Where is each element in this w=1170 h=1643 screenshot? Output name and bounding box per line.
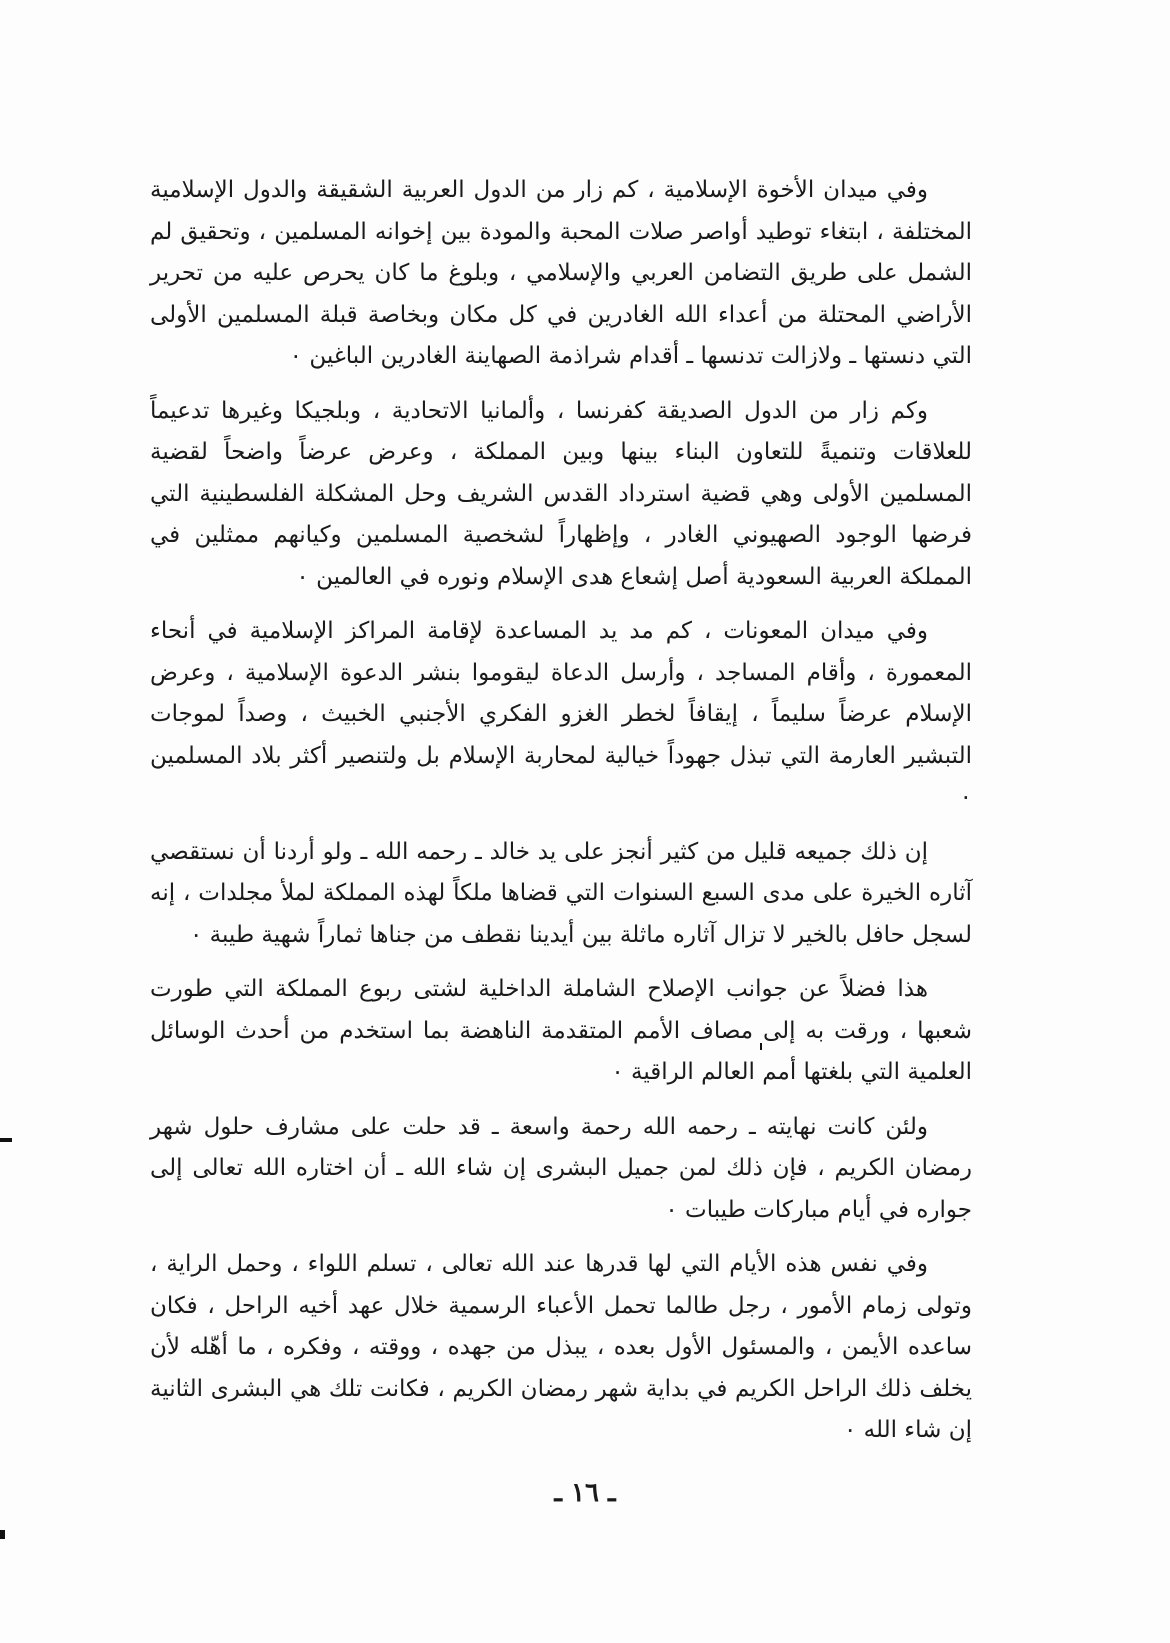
paragraph-friendly-countries: وكم زار من الدول الصديقة كفرنسا ، وألمانيا الاتحادية ، وبلجيكا وغيرها تدعيماً للعلاقات وتنميةً للتعاون البناء بينها وبين المملكة ، وعرض عرضاً واضحاً لقضية المسلمين الأولى وهي قضية استرداد القدس الشريف وحل المشكلة الفلسطينية التي فرضها الوجود الصهيوني الغادر ، وإظهاراً لشخصية المسلمين وكيانهم ممثلين في المملكة العربية السعودية أصل إشعاع هدى الإسلام ونوره في العالمين ٠ [150,397,972,590]
scan-speck [760,1043,762,1050]
paragraph-islamic-brotherhood: وفي ميدان الأخوة الإسلامية ، كم زار من الدول العربية الشقيقة والدول الإسلامية المختلفة ، ابتغاء توطيد أواصر صلات المحبة والمودة بين إخوانه المسلمين ، وتحقيق لم الشمل على طريق التضامن العربي والإسلامي ، وبلوغ ما كان يحرص عليه من تحرير الأراضي المحتلة من أعداء الله الغادرين في كل مكان وبخاصة قبلة المسلمين الأولى التي دنستها ـ ولازالت تدنسها ـ أقدام شراذمة الصهاينة الغادرين الباغين ٠ [150,177,972,369]
scan-edge-dot [0,1530,5,1539]
page-number: ـ ١٦ ـ [554,1478,616,1508]
paragraph-succession: وفي نفس هذه الأيام التي لها قدرها عند الله تعالى ، تسلم اللواء ، وحمل الراية ، وتولى زمام الأمور ، رجل طالما تحمل الأعباء الرسمية خلال عهد أخيه الراحل ، فكان ساعده الأيمن ، والمسئول الأول بعده ، يبذل من جهده ، ووقته ، وفكره ، ما أهّله لأن يخلف ذلك الراحل الكريم في بداية شهر رمضان الكريم ، فكانت تلك هي البشرى الثانية إن شاء الله ٠ [150,1251,972,1443]
paragraph-aid: وفي ميدان المعونات ، كم مد يد المساعدة لإقامة المراكز الإسلامية في أنحاء المعمورة ، وأقام المساجد ، وأرسل الدعاة ليقوموا بنشر الدعوة الإسلامية ، وعرض الإسلام عرضاً سليماً ، إيقافاً لخطر الغزو الفكري الأجنبي الخبيث ، وصداً لموجات التبشير العارمة التي تبذل جهوداً خيالية لمحاربة الإسلام بل ولتنصير أكثر بلاد المسلمين ٠ [150,618,972,810]
paragraph-passing: ولئن كانت نهايته ـ رحمه الله رحمة واسعة ـ قد حلت على مشارف حلول شهر رمضان الكريم ، فإن ذلك لمن جميل البشرى إن شاء الله ـ أن اختاره الله تعالى إلى جواره في أيام مباركات طيبات ٠ [150,1113,972,1223]
scan-edge-mark [0,1138,12,1142]
body-text [150,170,972,1465]
paragraph-legacy: إن ذلك جميعه قليل من كثير أنجز على يد خالد ـ رحمه الله ـ ولو أردنا أن نستقصي آثاره الخيرة على مدى السبع السنوات التي قضاها ملكاً لهذه المملكة لملأ مجلدات ، إنه لسجل حافل بالخير لا تزال آثاره ماثلة بين أيدينا نقطف من جناها ثماراً شهية طيبة ٠ [150,838,972,948]
paragraph-internal-reform: هذا فضلاً عن جوانب الإصلاح الشاملة الداخلية لشتى ربوع المملكة التي طورت شعبها ، ورقت به إلى مصاف الأمم المتقدمة الناهضة بما استخدم من أحدث الوسائل العلمية التي بلغتها أمم العالم الراقية ٠ [150,976,972,1085]
